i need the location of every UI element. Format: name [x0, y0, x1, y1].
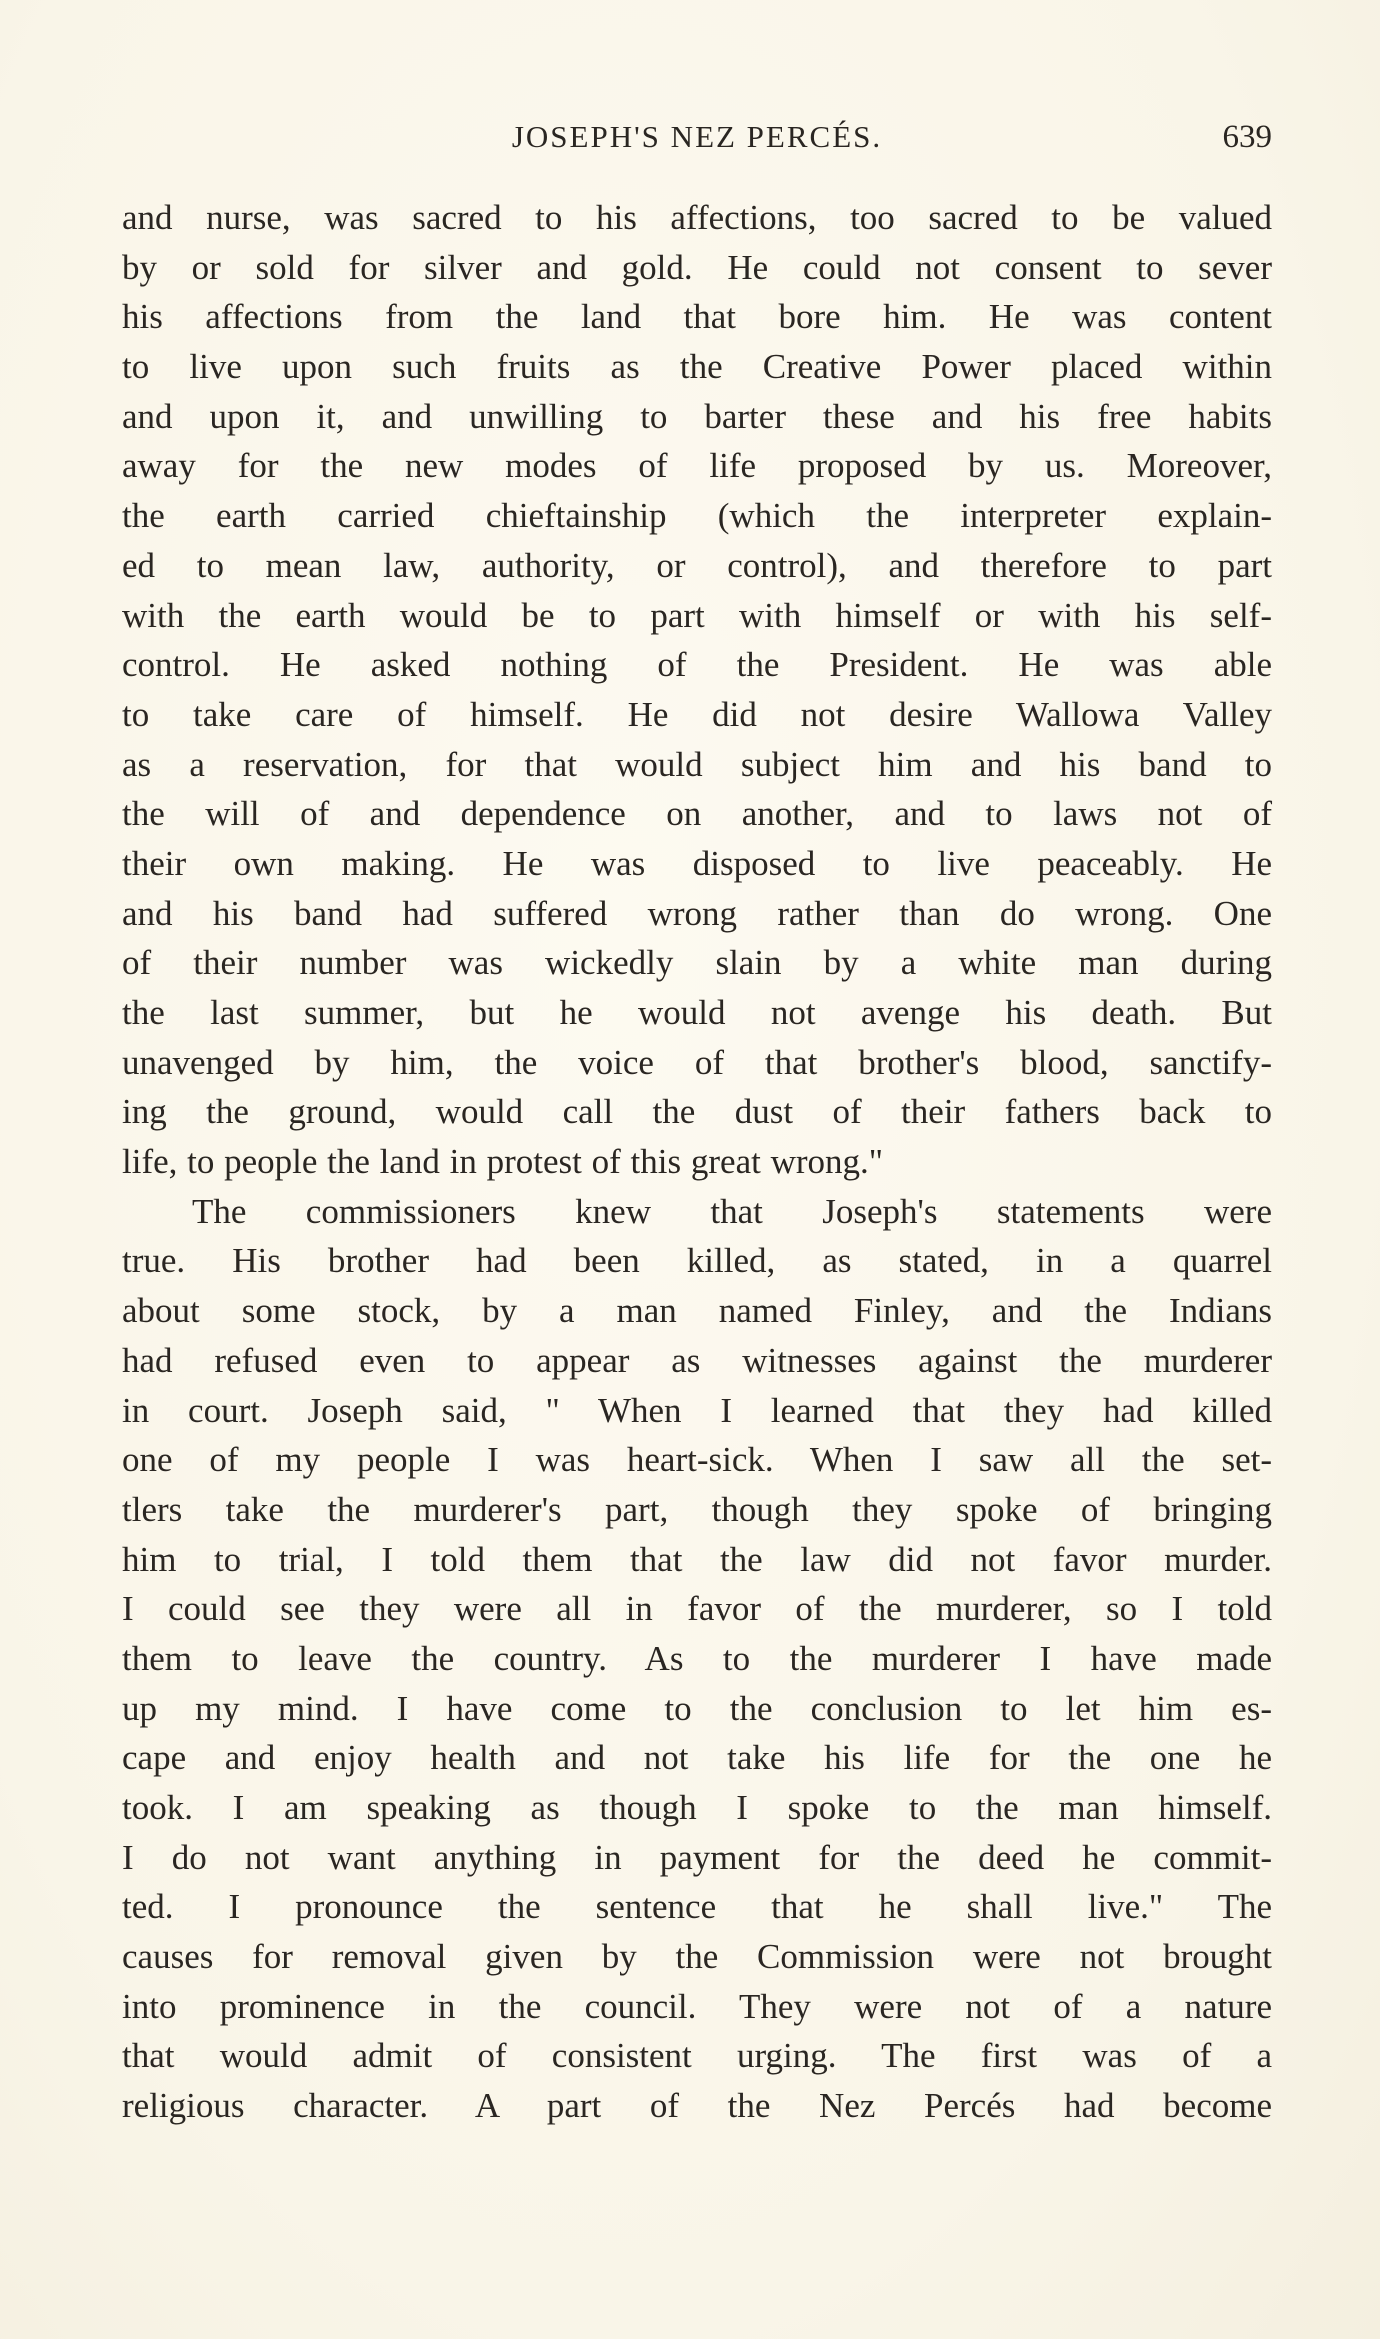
page-number: 639	[1222, 119, 1272, 155]
text-line: by or sold for silver and gold. He could not consent to sever	[122, 247, 1272, 287]
text-line: tlers take the murderer's part, though they spoke of bringing	[122, 1489, 1272, 1529]
text-line: into prominence in the council. They were not of a nature	[122, 1986, 1272, 2026]
text-line: up my mind. I have come to the conclusion to let him es-	[122, 1688, 1272, 1728]
text-line: and his band had suffered wrong rather than do wrong. One	[122, 893, 1272, 933]
text-line: in court. Joseph said, " When I learned that they had killed	[122, 1390, 1272, 1430]
text-line: true. His brother had been killed, as stated, in a quarrel	[122, 1241, 1272, 1281]
text-line: causes for removal given by the Commission were not brought	[122, 1937, 1272, 1977]
text-line: the last summer, but he would not avenge his death. But	[122, 993, 1272, 1032]
text-line: and nurse, was sacred to his affections, too sacred to be valued	[122, 198, 1272, 237]
text-line: The commissioners knew that Joseph's statements were	[192, 1191, 1272, 1231]
text-line: ing the ground, would call the dust of their fathers back to	[122, 1092, 1272, 1132]
text-line: him to trial, I told them that the law did not favor murder.	[122, 1539, 1272, 1579]
text-line: ted. I pronounce the sentence that he shall live." The	[122, 1887, 1272, 1927]
text-line: about some stock, by a man named Finley, and the Indians	[122, 1291, 1272, 1331]
text-line: to take care of himself. He did not desire Wallowa Valley	[122, 694, 1272, 734]
text-line: and upon it, and unwilling to barter these and his free habits	[122, 396, 1272, 436]
text-line: one of my people I was heart-sick. When I saw all the set-	[122, 1440, 1272, 1480]
text-line: that would admit of consistent urging. The first was of a	[122, 2036, 1272, 2076]
text-line: I do not want anything in payment for the deed he commit-	[122, 1837, 1272, 1877]
text-line: ed to mean law, authority, or control), and therefore to part	[122, 545, 1272, 585]
text-line: life, to people the land in protest of this great wrong."	[122, 1142, 884, 1182]
text-line: to live upon such fruits as the Creative Power placed within	[122, 347, 1272, 387]
running-title: JOSEPH'S NEZ PERCÉS.	[511, 119, 883, 154]
text-line: cape and enjoy health and not take his life for the one he	[122, 1738, 1272, 1778]
text-line: the earth carried chieftainship (which the interpreter explain-	[122, 496, 1272, 536]
text-line: unavenged by him, the voice of that brother's blood, sanctify-	[122, 1042, 1272, 1082]
text-line: religious character. A part of the Nez Percés had become	[122, 2086, 1272, 2126]
text-line: control. He asked nothing of the President. He was able	[122, 645, 1272, 685]
text-line: had refused even to appear as witnesses against the murderer	[122, 1340, 1272, 1380]
text-line: his affections from the land that bore him. He was content	[122, 297, 1272, 337]
text-line: of their number was wickedly slain by a white man during	[122, 943, 1272, 983]
text-line: the will of and dependence on another, and to laws not of	[122, 794, 1272, 834]
text-line: took. I am speaking as though I spoke to the man himself.	[122, 1788, 1272, 1827]
running-head	[122, 112, 1272, 162]
text-line: with the earth would be to part with himself or with his self-	[122, 595, 1272, 635]
text-line: their own making. He was disposed to live peaceably. He	[122, 843, 1272, 883]
text-line: them to leave the country. As to the murderer I have made	[122, 1638, 1272, 1678]
text-line: as a reservation, for that would subject him and his band to	[122, 744, 1272, 784]
text-line: I could see they were all in favor of the murderer, so I told	[122, 1589, 1272, 1629]
body-text	[122, 193, 1272, 2131]
text-line: away for the new modes of life proposed by us. Moreover,	[122, 446, 1272, 486]
